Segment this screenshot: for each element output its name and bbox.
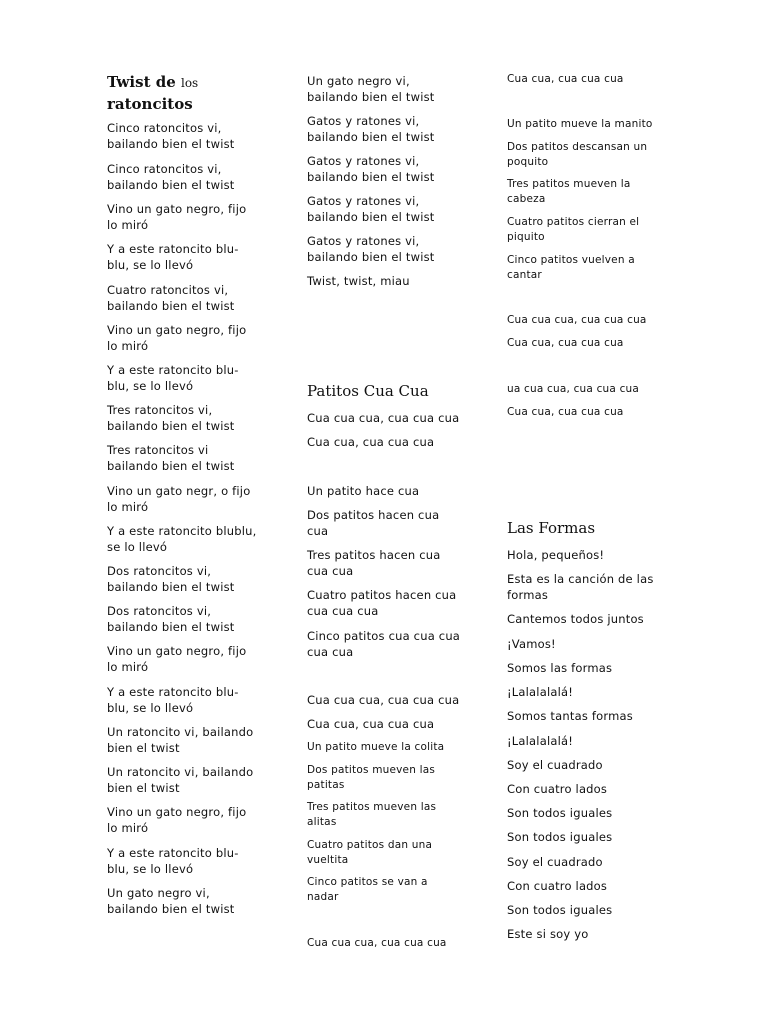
lyric-line: Este si soy yo bbox=[507, 927, 589, 941]
lyric-line: Cinco patitos vuelven a cantar bbox=[507, 254, 635, 281]
lyric-line: Vino un gato negr, o fijo lo miró bbox=[107, 484, 251, 514]
lyric-line: ¡Vamos! bbox=[507, 637, 556, 651]
lyric-line: Cua cua cua, cua cua cua bbox=[307, 693, 460, 707]
lyric-line: Son todos iguales bbox=[507, 806, 613, 820]
lyric-line: Cuatro patitos cierran el piquito bbox=[507, 216, 640, 243]
lyric-line: Un patito mueve la manito bbox=[507, 118, 653, 130]
lyric-line: Cua cua, cua cua cua bbox=[507, 73, 624, 85]
lyric-line: Cuatro patitos hacen cua cua cua cua bbox=[307, 588, 457, 618]
lyric-line: Y a este ratoncito blu- blu, se lo llevó bbox=[107, 363, 239, 393]
lyric-line: Cinco ratoncitos vi, bailando bien el twist bbox=[107, 121, 235, 151]
lyric-line: Hola, pequeños! bbox=[507, 548, 605, 562]
lyric-line: Tres ratoncitos vi, bailando bien el twist bbox=[107, 403, 235, 433]
lyric-line: Esta es la canción de las formas bbox=[507, 572, 654, 602]
lyric-line: Vino un gato negro, fijo lo miró bbox=[107, 805, 247, 835]
lyric-line: Cua cua cua, cua cua cua bbox=[307, 411, 460, 425]
lyric-line: Cua cua, cua cua cua bbox=[307, 435, 435, 449]
lyric-line: Cinco ratoncitos vi, bailando bien el twist bbox=[107, 162, 235, 192]
lyric-line: Y a este ratoncito blu- blu, se lo llevó bbox=[107, 685, 239, 715]
lyric-line: Cua cua cua, cua cua cua bbox=[307, 937, 447, 949]
lyric-line: Y a este ratoncito blublu, se lo llevó bbox=[107, 524, 257, 554]
lyric-line: Cinco patitos cua cua cua cua cua bbox=[307, 629, 461, 659]
lyric-line: Tres patitos hacen cua cua cua bbox=[307, 548, 441, 578]
lyric-line: Somos las formas bbox=[507, 661, 613, 675]
title-rest: ratoncitos bbox=[107, 95, 193, 113]
lyric-line: Cua cua cua, cua cua cua bbox=[507, 314, 647, 326]
lyric-line: Un ratoncito vi, bailando bien el twist bbox=[107, 765, 254, 795]
lyric-line: Gatos y ratones vi, bailando bien el twist bbox=[307, 194, 435, 224]
title-main: Twist de bbox=[107, 73, 181, 91]
lyric-line: Cuatro ratoncitos vi, bailando bien el twist bbox=[107, 283, 235, 313]
lyric-line: Gatos y ratones vi, bailando bien el twist bbox=[307, 154, 435, 184]
lyric-line: Con cuatro lados bbox=[507, 782, 608, 796]
lyric-line: Gatos y ratones vi, bailando bien el twist bbox=[307, 114, 435, 144]
song-title-twist bbox=[107, 72, 198, 115]
lyric-line: Soy el cuadrado bbox=[507, 855, 603, 869]
lyric-line: Un gato negro vi, bailando bien el twist bbox=[107, 886, 235, 916]
song-title-patitos: Patitos Cua Cua bbox=[307, 382, 429, 400]
lyric-line: Vino un gato negro, fijo lo miró bbox=[107, 202, 247, 232]
lyric-line: Un patito mueve la colita bbox=[307, 741, 445, 753]
title-small: los bbox=[180, 76, 199, 90]
lyric-line: Somos tantas formas bbox=[507, 709, 633, 723]
lyric-line: Y a este ratoncito blu- blu, se lo llevó bbox=[107, 242, 239, 272]
lyric-line: Vino un gato negro, fijo lo miró bbox=[107, 644, 247, 674]
lyric-line: Cua cua, cua cua cua bbox=[307, 717, 435, 731]
lyric-line: Gatos y ratones vi, bailando bien el twist bbox=[307, 234, 435, 264]
song-title-formas: Las Formas bbox=[507, 519, 596, 537]
lyric-line: Un gato negro vi, bailando bien el twist bbox=[307, 74, 435, 104]
lyric-line: Son todos iguales bbox=[507, 830, 613, 844]
lyric-line: ¡Lalalalalá! bbox=[507, 685, 574, 699]
lyric-line: Cuatro patitos dan una vueltita bbox=[307, 839, 433, 866]
lyric-line: Tres ratoncitos vi bailando bien el twist bbox=[107, 443, 235, 473]
lyric-line: Vino un gato negro, fijo lo miró bbox=[107, 323, 247, 353]
lyric-line: Tres patitos mueven la cabeza bbox=[507, 178, 631, 205]
lyric-line: Y a este ratoncito blu- blu, se lo llevó bbox=[107, 846, 239, 876]
lyric-line: Soy el cuadrado bbox=[507, 758, 603, 772]
lyric-line: ¡Lalalalalá! bbox=[507, 734, 574, 748]
lyric-line: Twist, twist, miau bbox=[307, 274, 410, 288]
lyric-line: Tres patitos mueven las alitas bbox=[307, 801, 437, 828]
lyric-line: Dos ratoncitos vi, bailando bien el twist bbox=[107, 564, 235, 594]
lyric-line: Cua cua, cua cua cua bbox=[507, 406, 624, 418]
lyric-line: Dos ratoncitos vi, bailando bien el twist bbox=[107, 604, 235, 634]
lyric-line: ua cua cua, cua cua cua bbox=[507, 383, 640, 395]
lyric-line: Dos patitos hacen cua cua bbox=[307, 508, 440, 538]
lyric-line: Dos patitos mueven las patitas bbox=[307, 764, 436, 791]
lyric-line: Un patito hace cua bbox=[307, 484, 420, 498]
lyric-line: Un ratoncito vi, bailando bien el twist bbox=[107, 725, 254, 755]
lyric-line: Cua cua, cua cua cua bbox=[507, 337, 624, 349]
lyric-line: Cantemos todos juntos bbox=[507, 612, 644, 626]
lyric-line: Cinco patitos se van a nadar bbox=[307, 876, 428, 903]
lyric-line: Con cuatro lados bbox=[507, 879, 608, 893]
lyric-line: Son todos iguales bbox=[507, 903, 613, 917]
lyric-line: Dos patitos descansan un poquito bbox=[507, 141, 648, 168]
